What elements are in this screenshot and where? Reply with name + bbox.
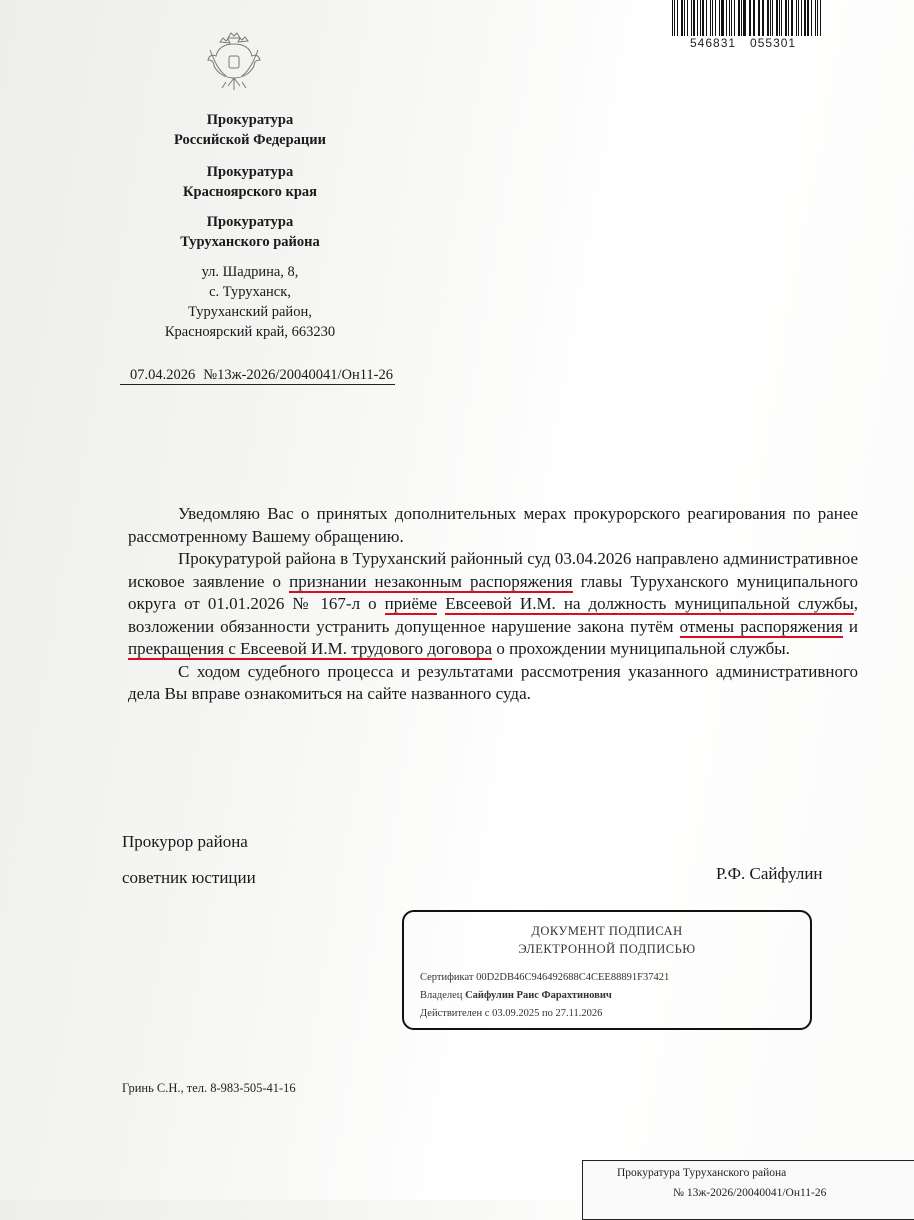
barcode-bar — [702, 0, 704, 36]
barcode-bar — [734, 0, 735, 36]
letter-body — [128, 503, 858, 706]
barcode-bar — [779, 0, 780, 36]
barcode-number-left: 546831 — [690, 36, 737, 50]
signer-rank: советник юстиции — [122, 868, 256, 887]
barcode-bar — [674, 0, 675, 36]
stamp-valid-label: Действителен с — [420, 1008, 490, 1019]
barcode-bar — [770, 0, 771, 36]
barcode-bar — [772, 0, 773, 36]
stamp-owner-label: Владелец — [420, 990, 463, 1001]
stamp-valid-to: 27.11.2026 — [555, 1008, 603, 1019]
header-org-krai — [120, 162, 380, 202]
highlight-underline: прекращения с Евсеевой И.М. трудового договора — [128, 639, 493, 658]
barcode-bar — [710, 0, 711, 36]
barcode-bar — [721, 0, 723, 36]
address-line: Туруханский район, — [188, 304, 312, 320]
electronic-signature-stamp — [402, 910, 812, 1030]
stamp-certificate-value: 00D2DB46C946492688C4CEE88891F37421 — [476, 972, 670, 983]
barcode-bar — [781, 0, 782, 36]
barcode-bar — [741, 0, 742, 36]
text-fragment: о прохождении муниципальной службы. — [492, 639, 790, 658]
address-line: ул. Шадрина, 8, — [201, 264, 299, 280]
barcode-bar — [738, 0, 739, 36]
barcode — [672, 0, 824, 36]
barcode-number — [690, 36, 810, 50]
text-fragment — [437, 594, 445, 613]
highlight-underline: Евсеевой И.М. на должность муниципальной службы — [445, 594, 854, 613]
stamp-certificate — [420, 972, 669, 983]
header-org-russia — [120, 110, 380, 150]
stamp-subtitle: ЭЛЕКТРОННОЙ ПОДПИСЬЮ — [518, 942, 696, 956]
header-org-district — [120, 212, 380, 252]
text-fragment: и — [842, 616, 858, 636]
barcode-bar — [791, 0, 792, 36]
barcode-bar — [804, 0, 805, 36]
barcode-bar — [697, 0, 698, 36]
header-org-line: Прокуратура — [206, 164, 294, 180]
stamp-certificate-label: Сертификат — [420, 972, 474, 983]
barcode-bar — [817, 0, 818, 36]
paragraph-1: Уведомляю Вас о принятых дополнительных мерах прокурорского реагирования по ранее рассмотренному Вашему обращению. — [128, 504, 858, 546]
highlight-underline: признании незаконным распоряжения — [289, 571, 573, 591]
address-line: с. Туруханск, — [209, 284, 291, 300]
header-org-line: Прокуратура — [206, 214, 294, 230]
barcode-bar — [712, 0, 713, 36]
paragraph-3: С ходом судебного процесса и результатами рассмотрения указанного административного дела Вы вправе ознакомиться на сайте названного суда. — [128, 661, 858, 703]
stamp-validity — [420, 1008, 602, 1019]
executor-contact: Гринь С.Н., тел. 8-983-505-41-16 — [122, 1081, 296, 1095]
signer-position: Прокурор района — [122, 832, 248, 851]
stamp-valid-to-label: по — [541, 1008, 553, 1019]
barcode-bar — [672, 0, 673, 36]
barcode-bar — [684, 0, 685, 36]
barcode-bar — [677, 0, 678, 36]
barcode-bar — [726, 0, 727, 36]
registration-box — [582, 1160, 914, 1220]
barcode-bar — [715, 0, 716, 36]
registration-org: Прокуратура Туруханского района — [617, 1167, 787, 1179]
barcode-bar — [719, 0, 720, 36]
header-org-line: Прокуратура — [206, 112, 294, 128]
barcode-bar — [820, 0, 821, 36]
barcode-bar — [700, 0, 701, 36]
barcode-bar — [687, 0, 688, 36]
barcode-bar — [731, 0, 732, 36]
registration-number: № 13ж-2026/20040041/Он11-26 — [673, 1187, 827, 1199]
highlight-underline: приёме — [384, 594, 438, 613]
stamp-title: ДОКУМЕНТ ПОДПИСАН — [531, 924, 683, 938]
barcode-bar — [691, 0, 692, 36]
highlight-underline: отмены распоряжения — [679, 616, 843, 636]
barcode-bar — [749, 0, 750, 36]
barcode-bar — [815, 0, 816, 36]
barcode-bar — [801, 0, 802, 36]
barcode-bar — [759, 0, 760, 36]
barcode-bar — [762, 0, 764, 36]
stamp-owner-value: Сайфулин Раис Фарахтинович — [465, 990, 612, 1001]
stamp-valid-from: 03.09.2025 — [492, 1008, 540, 1019]
barcode-bar — [743, 0, 745, 36]
stamp-owner — [420, 990, 612, 1001]
barcode-bar — [796, 0, 797, 36]
barcode-bar — [706, 0, 707, 36]
barcode-bar — [681, 0, 683, 36]
paragraph-2 — [128, 548, 858, 661]
letter-number: №13ж-2026/20040041/Он11-26 — [203, 367, 394, 383]
outgoing-reg-number — [120, 367, 395, 384]
header-address — [120, 262, 380, 342]
signer-name: Р.Ф. Сайфулин — [716, 864, 823, 883]
barcode-bar — [776, 0, 777, 36]
barcode-bar — [767, 0, 768, 36]
barcode-bar — [811, 0, 812, 36]
barcode-bar — [807, 0, 809, 36]
barcode-bar — [729, 0, 730, 36]
barcode-bar — [693, 0, 694, 36]
text-fragment: Прокуратурой района в Туруханский районный суд 03.04.2026 направлено административное исковое заявление о — [128, 549, 858, 591]
text-fragment: , возложении обязанности устранить допущенное нарушение закона путём — [128, 594, 859, 636]
barcode-bar — [750, 0, 751, 36]
barcode-bar — [788, 0, 789, 36]
header-org-line: Красноярского края — [183, 184, 317, 200]
barcode-number-right: 055301 — [750, 36, 797, 50]
barcode-bar — [785, 0, 787, 36]
address-line: Красноярский край, 663230 — [164, 324, 336, 340]
header-org-line: Туруханского района — [180, 234, 320, 250]
letter-date: 07.04.2026 — [120, 367, 201, 385]
text-fragment: главы Туруханского муниципального округа от 01.01.2026 № 167-л о — [128, 571, 858, 613]
barcode-bar — [758, 0, 759, 36]
coat-of-arms-icon — [206, 30, 262, 96]
barcode-bar — [753, 0, 754, 36]
barcode-bar — [798, 0, 799, 36]
header-org-line: Российской Федерации — [173, 132, 326, 148]
